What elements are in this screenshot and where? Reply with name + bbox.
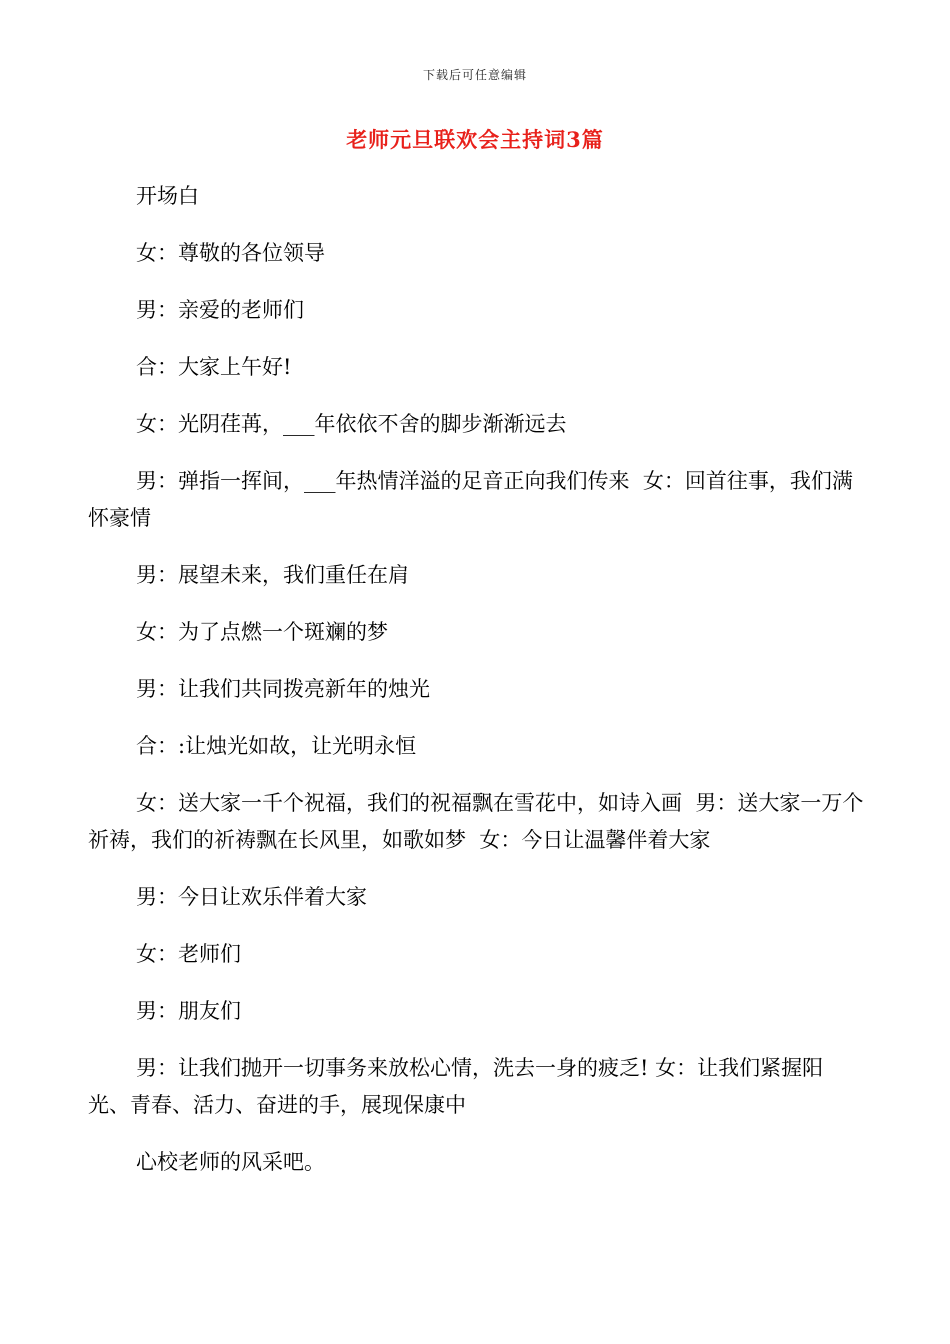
paragraph: 心校老师的风采吧。 bbox=[136, 1150, 325, 1174]
paragraph: 女：为了点燃一个斑斓的梦 bbox=[136, 620, 388, 644]
paragraph: 男：展望未来，我们重任在肩 bbox=[136, 563, 409, 587]
paragraph: 男：亲爱的老师们 bbox=[136, 298, 304, 322]
paragraph: 女：老师们 bbox=[136, 942, 241, 966]
paragraph: 合：:让烛光如故，让光明永恒 bbox=[136, 734, 417, 758]
paragraph: 开场白 bbox=[136, 184, 199, 208]
paragraph: 男：弹指一挥间，___年热情洋溢的足音正向我们传来 女：回首往事，我们满怀豪情 bbox=[88, 469, 853, 530]
page-header-note: 下载后可任意编辑 bbox=[422, 68, 527, 82]
paragraph: 女：光阴荏苒，___年依依不舍的脚步渐渐远去 bbox=[136, 412, 567, 436]
paragraph: 男：让我们共同拨亮新年的烛光 bbox=[136, 677, 430, 701]
paragraph: 男：让我们抛开一切事务来放松心情，洗去一身的疲乏! 女：让我们紧握阳光、青春、活力、奋进的手，展现保康中 bbox=[88, 1056, 824, 1117]
paragraph: 女：送大家一千个祝福，我们的祝福飘在雪花中，如诗入画 男：送大家一万个祈祷，我们的祈祷飘在长风里，如歌如梦 女：今日让温馨伴着大家 bbox=[88, 791, 864, 852]
paragraph: 女：尊敬的各位领导 bbox=[136, 241, 325, 265]
paragraph: 男：今日让欢乐伴着大家 bbox=[136, 885, 367, 909]
document-body bbox=[88, 178, 864, 1201]
paragraph: 男：朋友们 bbox=[136, 999, 241, 1023]
document-title: 老师元旦联欢会主持词3篇 bbox=[346, 127, 604, 152]
paragraph: 合：大家上午好! bbox=[136, 355, 292, 379]
